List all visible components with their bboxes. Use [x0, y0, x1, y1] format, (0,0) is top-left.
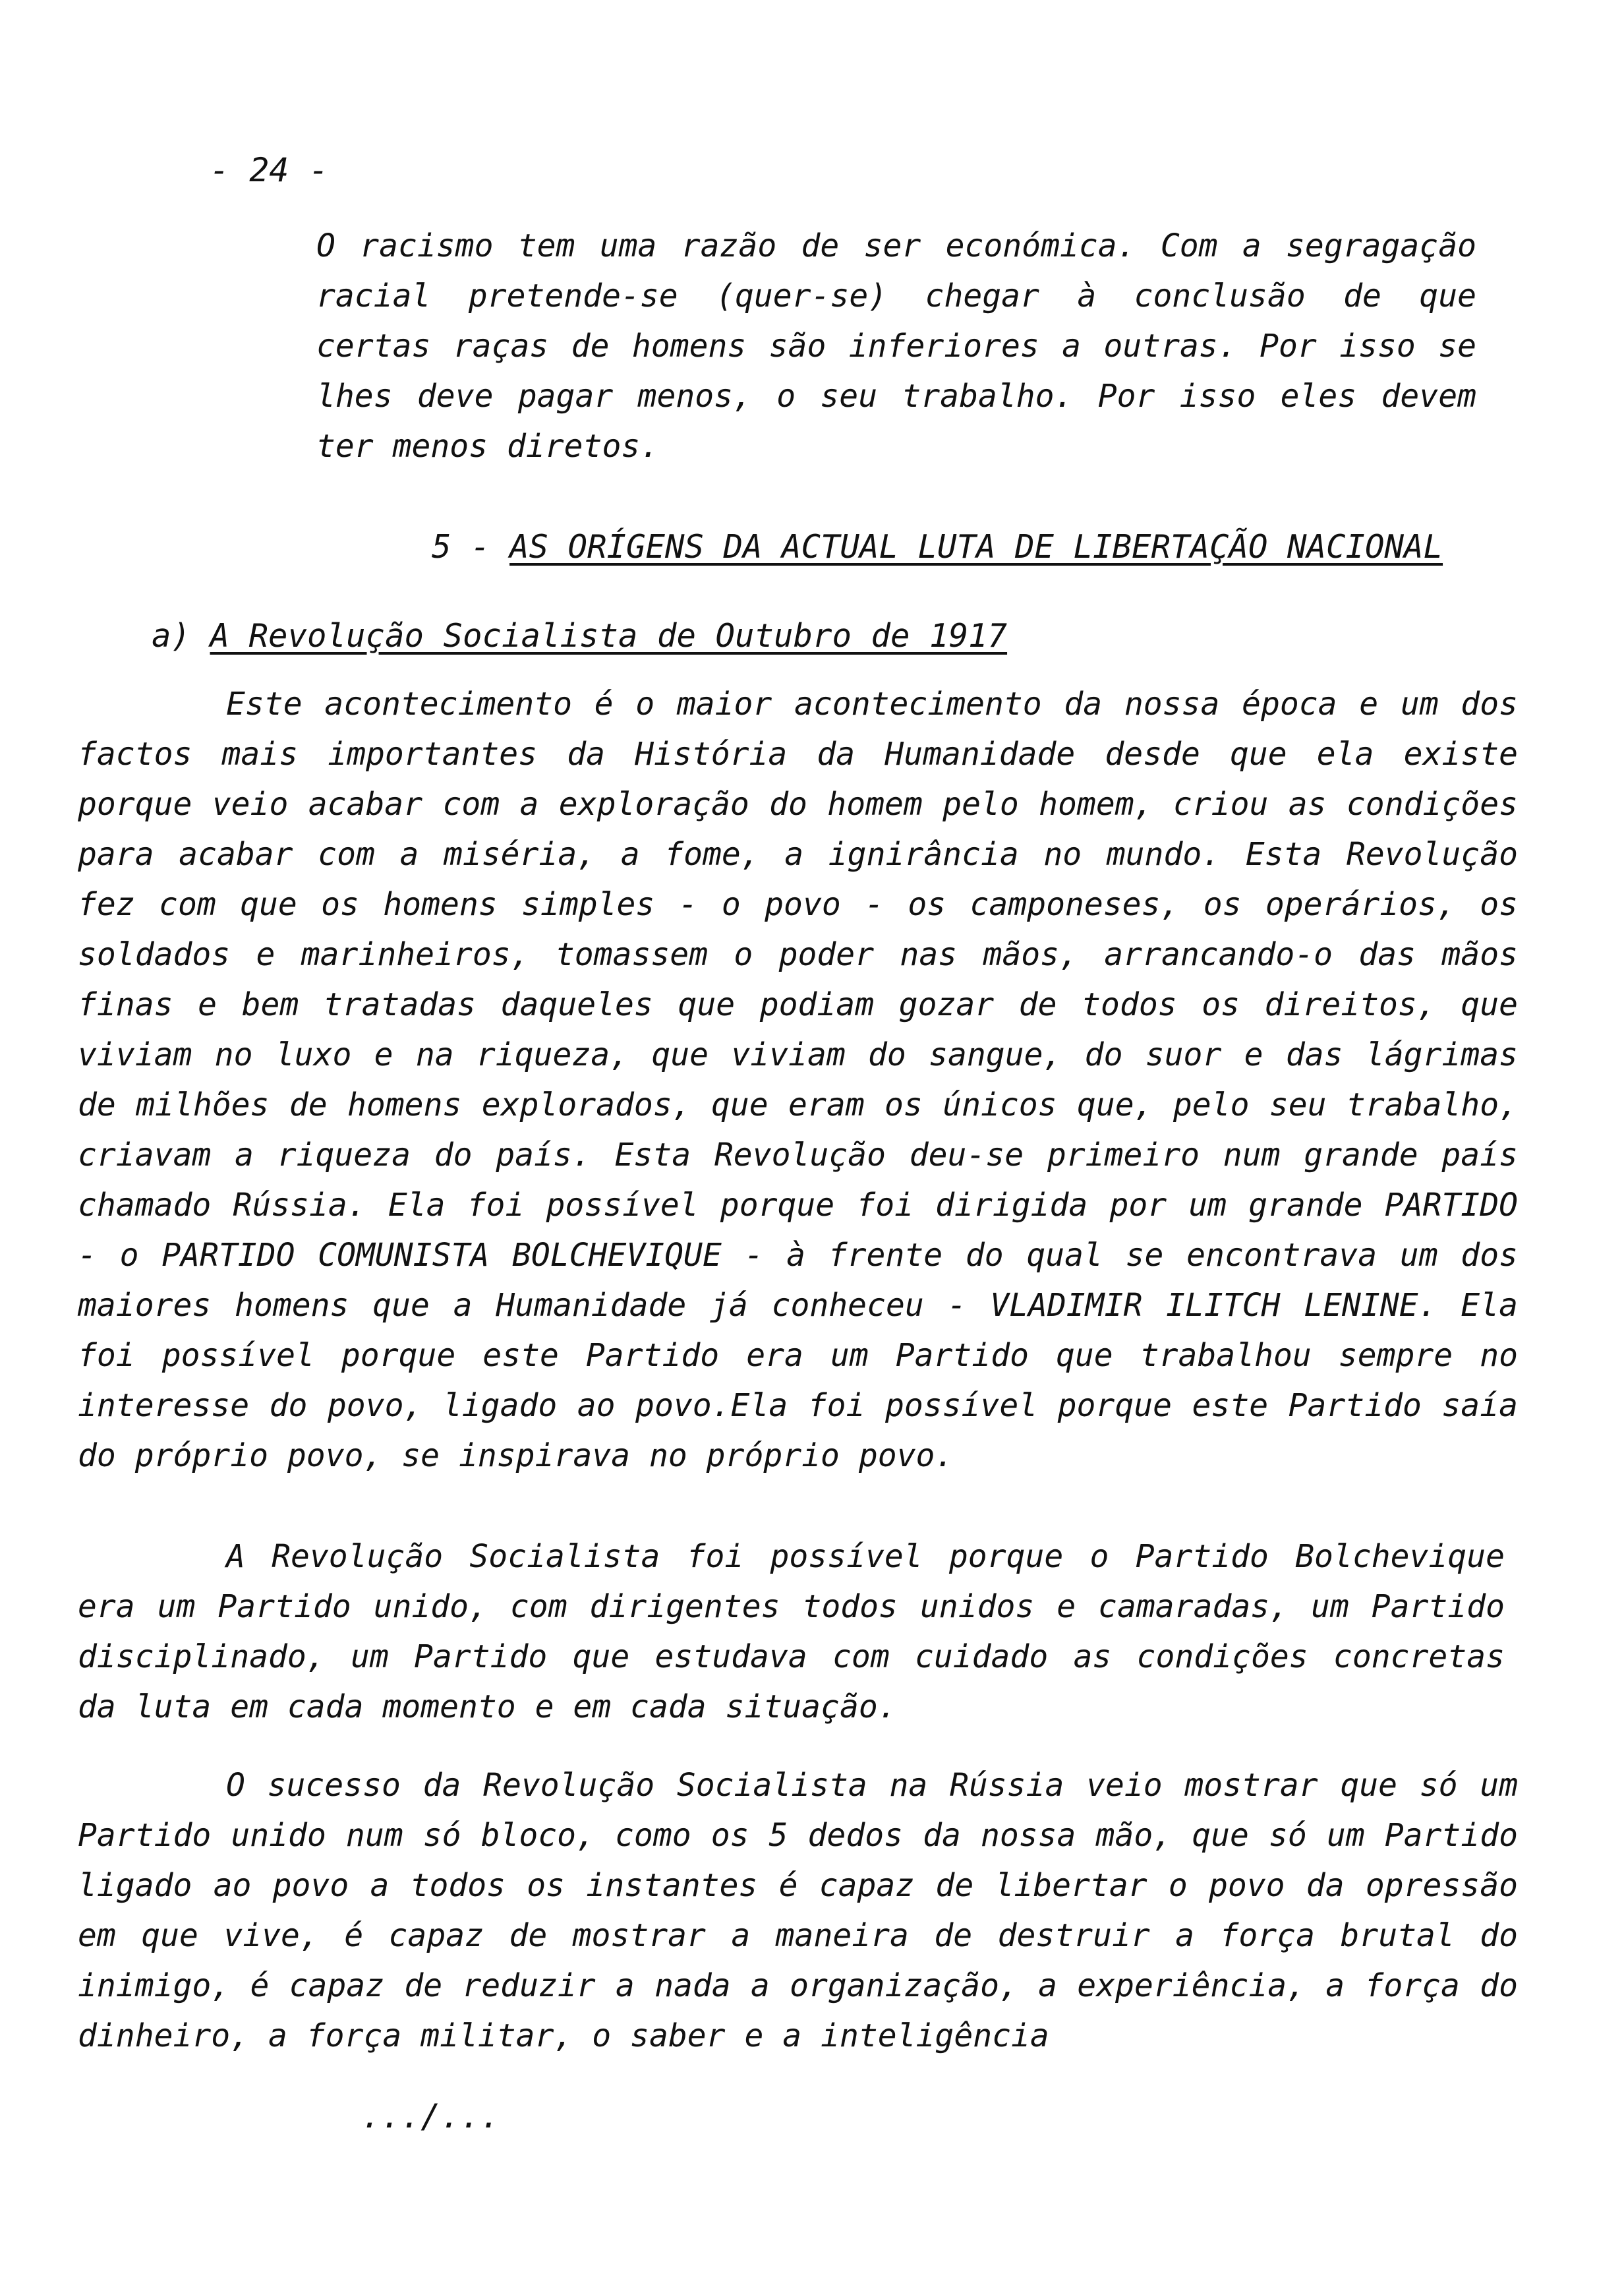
intro-paragraph: O racismo tem uma razão de ser económica. Com a segragação racial pretende-se (quer-se) chegar à conclusão de que certas raças de homens são inferiores a outras. Por isso se lhes deve pagar menos, o seu trabalho. Por isso eles devem ter menos diretos. [316, 227, 1476, 465]
body-paragraph-1: Este acontecimento é o maior acontecimento da nossa época e um dos factos mais importantes da História da Humanidade desde que ela existe porque veio acabar com a exploração do homem pelo homem, criou as condições para acabar com a miséria, a fome, a ignirância no mundo. Esta Revolução fez com que os homens simples - o povo - os camponeses, os operários, os soldados e marinheiros, tomassem o poder nas mãos, arrancando-o das mãos finas e bem tratadas daqueles que podiam gozar de todos os direitos, que viviam no luxo e na riqueza, que viviam do sangue, do suor e das lágrimas de milhões de homens explorados, que eram os únicos que, pelo seu trabalho, criavam a riqueza do país. Esta Revolução deu-se primeiro num grande país chamado Rússia. Ela foi possível porque foi dirigida por um grande PARTIDO - o PARTIDO COMUNISTA BOLCHEVIQUE - à frente do qual se encontrava um dos maiores homens que a Humanidade já conheceu - VLADIMIR ILITCH LENINE. Ela foi possível porque este Partido era um Partido que trabalhou sempre no interesse do povo, ligado ao povo.Ela foi possível porque este Partido saía do próprio povo, se inspirava no próprio povo. [78, 686, 1518, 1474]
subsection-marker: a) [152, 617, 191, 655]
section-heading [432, 524, 1480, 570]
body-paragraph-2: A Revolução Socialista foi possível porque o Partido Bolchevique era um Partido unido, com dirigentes todos unidos e camaradas, um Partido disciplinado, um Partido que estudava com cuidado as condições concretas da luta em cada momento e em cada situação. [78, 1538, 1505, 1725]
section-number: 5 - [432, 528, 490, 566]
continuation-mark: .../... [361, 2097, 500, 2135]
section-title: AS ORÍGENS DA ACTUAL LUTA DE LIBERTAÇÃO NACIONAL [509, 528, 1443, 566]
body-paragraph-3: O sucesso da Revolução Socialista na Rússia veio mostrar que só um Partido unido num só bloco, como os 5 dedos da nossa mão, que só um Partido ligado ao povo a todos os instantes é capaz de libertar o povo da opressão em que vive, é capaz de mostrar a maneira de destruir a força brutal do inimigo, é capaz de reduzir a nada a organização, a experiência, a força do dinheiro, a força militar, o saber e a inteligência [78, 1767, 1518, 2054]
subsection-heading [152, 613, 1140, 659]
page-number: - 24 - [210, 151, 329, 189]
subsection-title: A Revolução Socialista de Outubro de 1917 [210, 617, 1008, 655]
